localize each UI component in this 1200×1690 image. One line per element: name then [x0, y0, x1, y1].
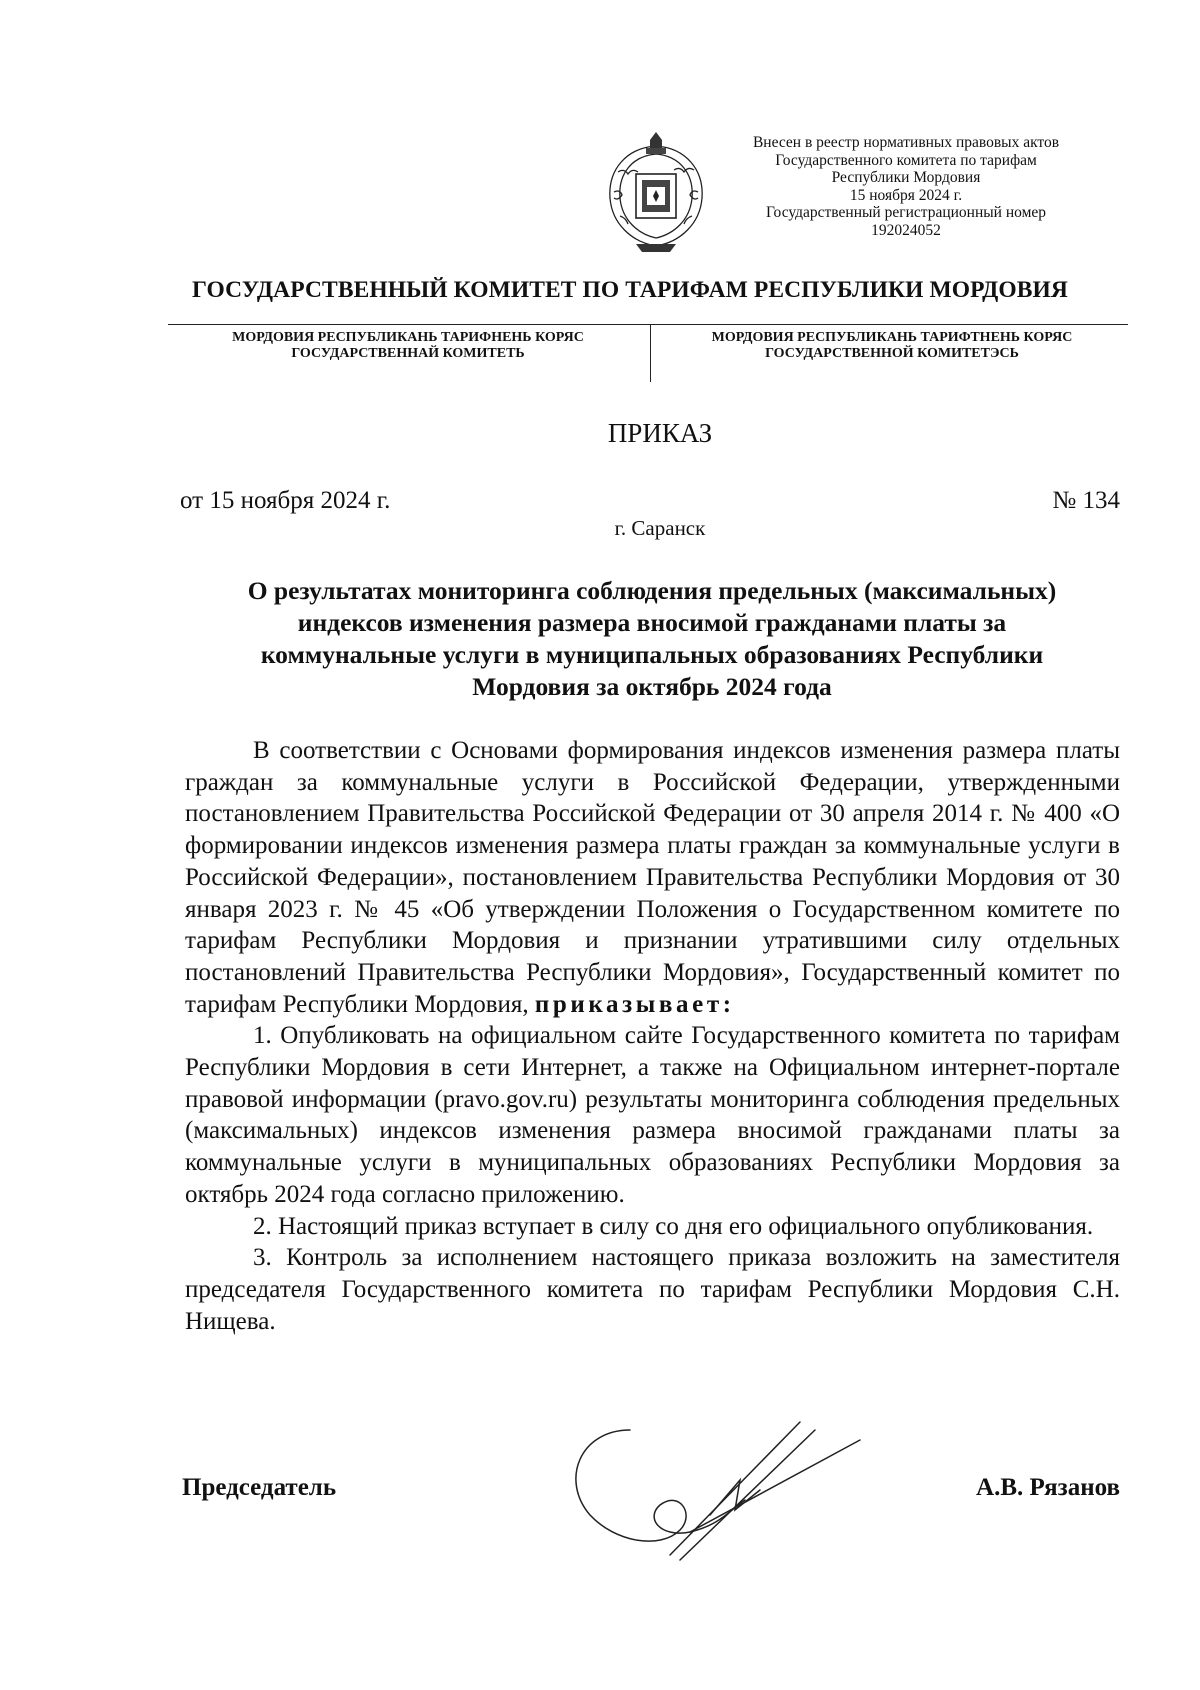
registry-line: Государственного комитета по тарифам — [775, 151, 1037, 169]
registry-note — [706, 134, 1106, 239]
moksha-line: МОРДОВИЯ РЕСПУБЛИКАНЬ ТАРИФНЕНЬ КОРЯС — [232, 330, 584, 345]
heading-line: Мордовия за октябрь 2024 года — [472, 672, 832, 701]
registry-number: 192024052 — [871, 221, 941, 239]
erzya-line: МОРДОВИЯ РЕСПУБЛИКАНЬ ТАРИФТНЕНЬ КОРЯС — [711, 330, 1073, 345]
document-body — [185, 735, 1120, 1337]
registry-line: Государственный регистрационный номер — [765, 204, 1047, 221]
heading-line: индексов изменения размера вносимой гражданами платы за — [297, 608, 1007, 637]
preamble-text: В соответствии с Основами формирования индексов изменения размера платы граждан за коммунальные услуги в Российской Федерации, утвержденными постановлением Правительства Российской Федерации от 30 апреля 2014 г. № 400 «О формировании индексов изменения размера платы граждан за коммунальные услуги в Российской Федерации», постановлением Правительства Республики Мордовия от 30 января 2023 г. № 45 «Об утверждении Положения о Государственном комитете по тарифам Республики Мордовия и признании утратившими силу отдельных постановлений Правительства Республики Мордовия», Государственный комитет по тарифам Республики Мордовия, — [185, 737, 1120, 1018]
heading-line: коммунальные услуги в муниципальных образованиях Республики — [260, 640, 1044, 669]
organization-title: ГОСУДАРСТВЕННЫЙ КОМИТЕТ ПО ТАРИФАМ РЕСПУБЛИКИ МОРДОВИЯ — [192, 277, 1068, 303]
header-column-divider — [650, 324, 651, 382]
document-type: ПРИКАЗ — [607, 418, 713, 448]
order-item-3: 3. Контроль за исполнением настоящего приказа возложить на заместителя председателя Государственного комитета по тарифам Республики Мордовия С.Н. Нищева. — [185, 1244, 1120, 1335]
heading-line: О результатах мониторинга соблюдения предельных (максимальных) — [247, 576, 1057, 605]
document-heading — [172, 575, 1132, 703]
header-divider — [168, 324, 1128, 325]
registry-date: 15 ноября 2024 г. — [849, 186, 963, 204]
order-item-1: 1. Опубликовать на официальном сайте Государственного комитета по тарифам Республики Мордовия в сети Интернет, а также на Официальном интернет-портале правовой информации (pravo.gov.ru) результаты мониторинга соблюдения предельных (максимальных) индексов изменения размера вносимой гражданами платы за коммунальные услуги в муниципальных образованиях Республики Мордовия за октябрь 2024 года согласно приложению. — [185, 1022, 1120, 1208]
preamble-paragraph — [185, 735, 1120, 1020]
signatory-name: А.В. Рязанов — [976, 1474, 1120, 1501]
document-number: № 134 — [1052, 487, 1120, 514]
document-date: от 15 ноября 2024 г. — [180, 487, 391, 514]
registry-line: Республики Мордовия — [831, 169, 981, 186]
moksha-line: ГОСУДАРСТВЕННАЙ КОМИТЕТЬ — [291, 346, 525, 361]
registry-line: Внесен в реестр нормативных правовых актов — [752, 134, 1060, 151]
order-item-2: 2. Настоящий приказ вступает в силу со дня его официального опубликования. — [253, 1212, 1094, 1240]
signatory-position: Председатель — [182, 1474, 337, 1501]
moksha-org-name — [178, 330, 638, 362]
handwritten-signature — [560, 1420, 880, 1570]
document-city: г. Саранск — [614, 516, 706, 540]
erzya-org-name — [662, 330, 1122, 362]
coat-of-arms-emblem — [596, 132, 716, 256]
orders-word: приказывает: — [534, 990, 735, 1018]
erzya-line: ГОСУДАРСТВЕННОЙ КОМИТЕТЭСЬ — [765, 346, 1019, 361]
